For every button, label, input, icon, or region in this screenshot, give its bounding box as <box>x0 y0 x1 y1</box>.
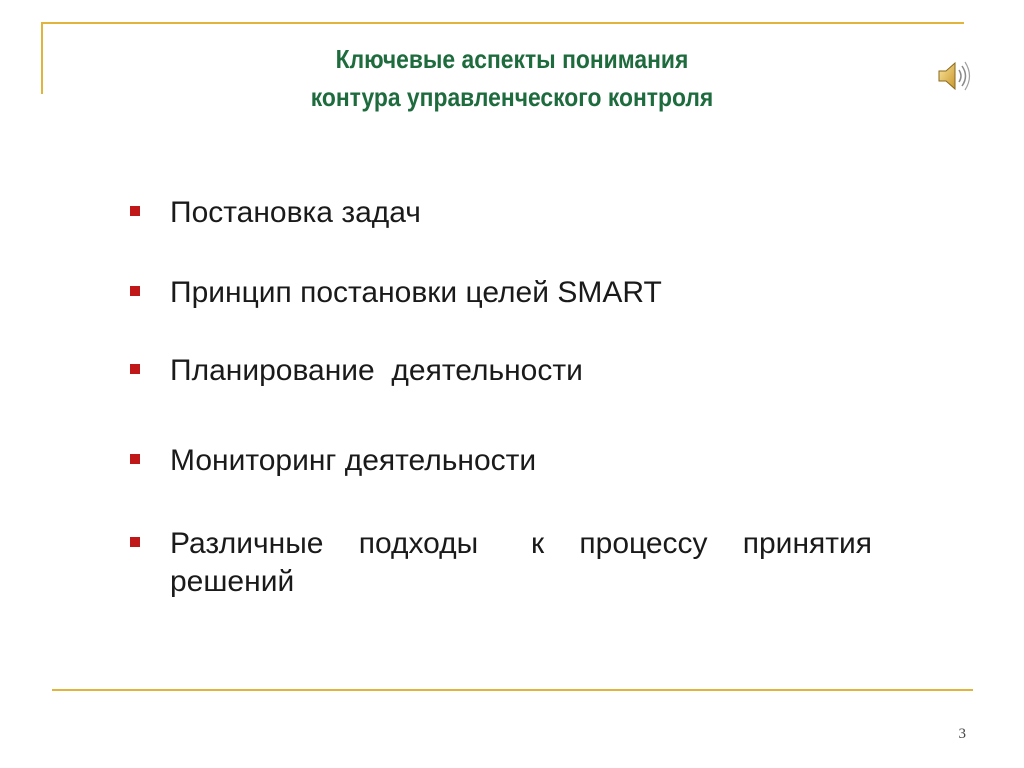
bullet-text: Планирование деятельности <box>170 354 583 387</box>
bullet-text: Постановка задач <box>170 196 421 229</box>
square-bullet-icon <box>130 537 140 547</box>
page-number: 3 <box>958 726 966 742</box>
bullet-text: Принцип постановки целей SMART <box>170 276 662 309</box>
square-bullet-icon <box>130 454 140 464</box>
slide-title-line-2: контура управленческого контроля <box>310 82 714 112</box>
footer-line <box>52 689 973 691</box>
bullet-text: Мониторинг деятельности <box>170 444 537 477</box>
bullet-text: Различные подходы к процессу принятия решений <box>170 527 881 598</box>
square-bullet-icon <box>130 286 140 296</box>
square-bullet-icon <box>130 206 140 216</box>
square-bullet-icon <box>130 364 140 374</box>
slide-title-line-1: Ключевые аспекты понимания <box>335 44 689 74</box>
